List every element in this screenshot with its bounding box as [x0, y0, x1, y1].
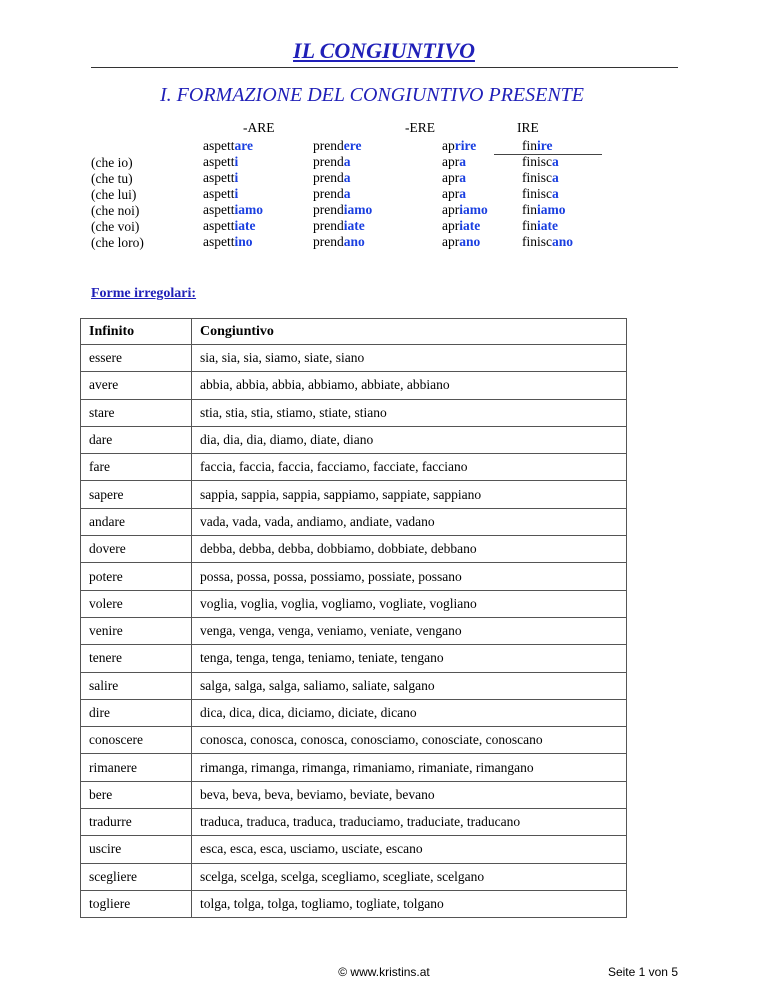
- infinitive-cell: sapere: [81, 481, 192, 508]
- table-row: [81, 754, 627, 781]
- verb-ending: ano: [459, 234, 481, 249]
- verb-form: [313, 186, 372, 202]
- subjunctive-cell: voglia, voglia, voglia, vogliamo, vogliate, vogliano: [192, 590, 627, 617]
- subjunctive-cell: debba, debba, debba, dobbiamo, dobbiate, debbano: [192, 536, 627, 563]
- verb-stem: apr: [442, 186, 460, 201]
- table-row: [81, 481, 627, 508]
- verb-form: [442, 170, 488, 186]
- subjunctive-cell: abbia, abbia, abbia, abbiamo, abbiate, abbiano: [192, 372, 627, 399]
- verb-stem: prend: [313, 154, 344, 169]
- table-row: [81, 645, 627, 672]
- verb-ending: iamo: [459, 202, 488, 217]
- verb-form: [522, 202, 573, 218]
- verb-stem: aspett: [203, 138, 235, 153]
- verb-stem: apr: [442, 202, 460, 217]
- column-header-congiuntivo: Congiuntivo: [192, 319, 627, 345]
- verb-ending: a: [343, 186, 351, 201]
- verb-stem: prend: [313, 170, 344, 185]
- verb-form: [442, 234, 488, 250]
- section-heading: I. FORMAZIONE DEL CONGIUNTIVO PRESENTE: [160, 84, 585, 106]
- verb-ending: ire: [537, 138, 553, 153]
- pronoun-label: (che voi): [91, 219, 140, 234]
- subjunctive-cell: venga, venga, venga, veniamo, veniate, vengano: [192, 617, 627, 644]
- verb-form: [203, 154, 263, 170]
- verb-form: [522, 234, 573, 250]
- verb-ending: rire: [454, 138, 477, 153]
- pronoun-label: (che lui): [91, 187, 137, 202]
- subjunctive-cell: sia, sia, sia, siamo, siate, siano: [192, 345, 627, 372]
- verb-ending: a: [459, 154, 466, 169]
- verb-stem: apr: [442, 234, 460, 249]
- verb-ending: iamo: [234, 202, 263, 217]
- table-header-row: [81, 319, 627, 345]
- table-row: [81, 536, 627, 563]
- pronoun-label: (che tu): [91, 171, 133, 186]
- verb-ending: a: [552, 154, 559, 169]
- infinitive-cell: togliere: [81, 890, 192, 917]
- are-column: [203, 138, 263, 250]
- subjunctive-cell: beva, beva, beva, beviamo, beviate, bevano: [192, 781, 627, 808]
- verb-form: [203, 234, 263, 250]
- verb-form: [522, 154, 573, 170]
- ire-finire-column: [522, 138, 573, 250]
- infinitive-cell: volere: [81, 590, 192, 617]
- infinitive-cell: essere: [81, 345, 192, 372]
- verb-form: [313, 170, 372, 186]
- pronoun-label: (che noi): [91, 203, 140, 218]
- subjunctive-cell: possa, possa, possa, possiamo, possiate, possano: [192, 563, 627, 590]
- verb-ending: a: [552, 186, 559, 201]
- verb-ending: ere: [343, 138, 362, 153]
- ire-aprire-column: [442, 138, 488, 250]
- subjunctive-cell: scelga, scelga, scelga, scegliamo, scegliate, scelgano: [192, 863, 627, 890]
- verb-stem: apr: [442, 154, 460, 169]
- verb-stem: aspett: [203, 170, 235, 185]
- footer-page-number: Seite 1 von 5: [607, 965, 678, 979]
- verb-form: [442, 186, 488, 202]
- verb-stem: aspett: [203, 186, 235, 201]
- infinitive-cell: tradurre: [81, 809, 192, 836]
- infinitive-cell: avere: [81, 372, 192, 399]
- verb-ending: a: [343, 170, 351, 185]
- verb-form: [203, 202, 263, 218]
- table-row: [81, 727, 627, 754]
- infinitive-cell: rimanere: [81, 754, 192, 781]
- infinitive-cell: tenere: [81, 645, 192, 672]
- verb-stem: fin: [522, 218, 537, 233]
- table-row: [81, 399, 627, 426]
- infinitive-cell: bere: [81, 781, 192, 808]
- verb-ending: a: [459, 170, 466, 185]
- infinitive-cell: fare: [81, 454, 192, 481]
- table-row: [81, 563, 627, 590]
- title-divider: [91, 67, 678, 68]
- verb-infinitive: [442, 138, 488, 154]
- infinitive-cell: stare: [81, 399, 192, 426]
- verb-ending: iate: [459, 218, 481, 233]
- footer-website: © www.kristins.at: [338, 965, 430, 979]
- verb-stem: aspett: [203, 218, 235, 233]
- subjunctive-cell: vada, vada, vada, andiamo, andiate, vadano: [192, 508, 627, 535]
- header-ere: -ERE: [405, 120, 435, 135]
- infinitive-cell: dovere: [81, 536, 192, 563]
- verb-form: [203, 186, 263, 202]
- subjunctive-cell: stia, stia, stia, stiamo, stiate, stiano: [192, 399, 627, 426]
- verb-stem: aspett: [203, 234, 235, 249]
- verb-stem: aspett: [203, 154, 235, 169]
- ere-column: [313, 138, 372, 250]
- verb-ending: iate: [343, 218, 365, 233]
- verb-form: [313, 202, 372, 218]
- verb-form: [522, 218, 573, 234]
- column-header-infinito: Infinito: [81, 319, 192, 345]
- verb-stem: ap: [442, 138, 455, 153]
- table-row: [81, 890, 627, 917]
- header-are: -ARE: [243, 120, 275, 135]
- verb-ending: i: [234, 170, 239, 185]
- infinitive-cell: dare: [81, 426, 192, 453]
- verb-form: [203, 218, 263, 234]
- verb-ending: a: [552, 170, 559, 185]
- pronoun-label: (che io): [91, 155, 133, 170]
- subjunctive-cell: esca, esca, esca, usciamo, usciate, escano: [192, 836, 627, 863]
- page-title: IL CONGIUNTIVO: [293, 38, 475, 63]
- header-ire: IRE: [517, 120, 539, 135]
- verb-stem: prend: [313, 186, 344, 201]
- verb-form: [442, 202, 488, 218]
- verb-ending: ano: [343, 234, 365, 249]
- subjunctive-cell: conosca, conosca, conosca, conosciamo, conosciate, conoscano: [192, 727, 627, 754]
- table-row: [81, 454, 627, 481]
- verb-stem: finisc: [522, 154, 552, 169]
- subjunctive-cell: salga, salga, salga, saliamo, saliate, salgano: [192, 672, 627, 699]
- table-row: [81, 617, 627, 644]
- infinitive-cell: andare: [81, 508, 192, 535]
- verb-ending: iamo: [537, 202, 566, 217]
- table-row: [81, 699, 627, 726]
- table-row: [81, 809, 627, 836]
- verb-stem: prend: [313, 234, 344, 249]
- verb-form: [313, 218, 372, 234]
- table-row: [81, 345, 627, 372]
- table-row: [81, 508, 627, 535]
- infinitive-cell: venire: [81, 617, 192, 644]
- subjunctive-cell: faccia, faccia, faccia, facciamo, facciate, facciano: [192, 454, 627, 481]
- table-row: [81, 426, 627, 453]
- verb-form: [522, 170, 573, 186]
- infinitive-cell: potere: [81, 563, 192, 590]
- verb-ending: i: [234, 186, 239, 201]
- verb-ending: i: [234, 154, 239, 169]
- verb-stem: fin: [522, 202, 537, 217]
- verb-form: [442, 218, 488, 234]
- verb-infinitive: [522, 138, 573, 154]
- subjunctive-cell: traduca, traduca, traduca, traduciamo, traduciate, traducano: [192, 809, 627, 836]
- verb-ending: ino: [234, 234, 253, 249]
- verb-stem: finisc: [522, 186, 552, 201]
- verb-ending: are: [234, 138, 253, 153]
- subjunctive-cell: tenga, tenga, tenga, teniamo, teniate, tengano: [192, 645, 627, 672]
- verb-stem: apr: [442, 218, 460, 233]
- infinitive-cell: salire: [81, 672, 192, 699]
- table-row: [81, 672, 627, 699]
- verb-stem: apr: [442, 170, 460, 185]
- subjunctive-cell: dia, dia, dia, diamo, diate, diano: [192, 426, 627, 453]
- table-row: [81, 863, 627, 890]
- irregular-forms-table: [80, 318, 627, 918]
- verb-ending: a: [459, 186, 466, 201]
- verb-form: [442, 154, 488, 170]
- subjunctive-cell: rimanga, rimanga, rimanga, rimaniamo, rimaniate, rimangano: [192, 754, 627, 781]
- infinitive-cell: dire: [81, 699, 192, 726]
- subjunctive-cell: tolga, tolga, tolga, togliamo, togliate, tolgano: [192, 890, 627, 917]
- verb-form: [313, 154, 372, 170]
- subjunctive-cell: sappia, sappia, sappia, sappiamo, sappiate, sappiano: [192, 481, 627, 508]
- verb-infinitive: [313, 138, 372, 154]
- table-row: [81, 836, 627, 863]
- verb-form: [313, 234, 372, 250]
- verb-form: [522, 186, 573, 202]
- verb-stem: finisc: [522, 234, 552, 249]
- verb-infinitive: [203, 138, 263, 154]
- verb-form: [203, 170, 263, 186]
- infinitive-cell: conoscere: [81, 727, 192, 754]
- verb-ending: iate: [234, 218, 256, 233]
- subjunctive-cell: dica, dica, dica, diciamo, diciate, dicano: [192, 699, 627, 726]
- verb-ending: a: [343, 154, 351, 169]
- table-row: [81, 372, 627, 399]
- infinitive-cell: uscire: [81, 836, 192, 863]
- table-row: [81, 781, 627, 808]
- verb-ending: iate: [537, 218, 558, 233]
- pronoun-column: [91, 155, 144, 251]
- verb-stem: prend: [313, 202, 344, 217]
- verb-stem: finisc: [522, 170, 552, 185]
- verb-stem: prend: [313, 218, 344, 233]
- verb-ending: iamo: [343, 202, 373, 217]
- pronoun-label: (che loro): [91, 235, 144, 250]
- irregular-forms-label: Forme irregolari:: [91, 286, 197, 301]
- verb-stem: fin: [522, 138, 537, 153]
- table-row: [81, 590, 627, 617]
- verb-stem: aspett: [203, 202, 235, 217]
- infinitive-cell: scegliere: [81, 863, 192, 890]
- verb-ending: ano: [552, 234, 574, 249]
- verb-stem: prend: [313, 138, 344, 153]
